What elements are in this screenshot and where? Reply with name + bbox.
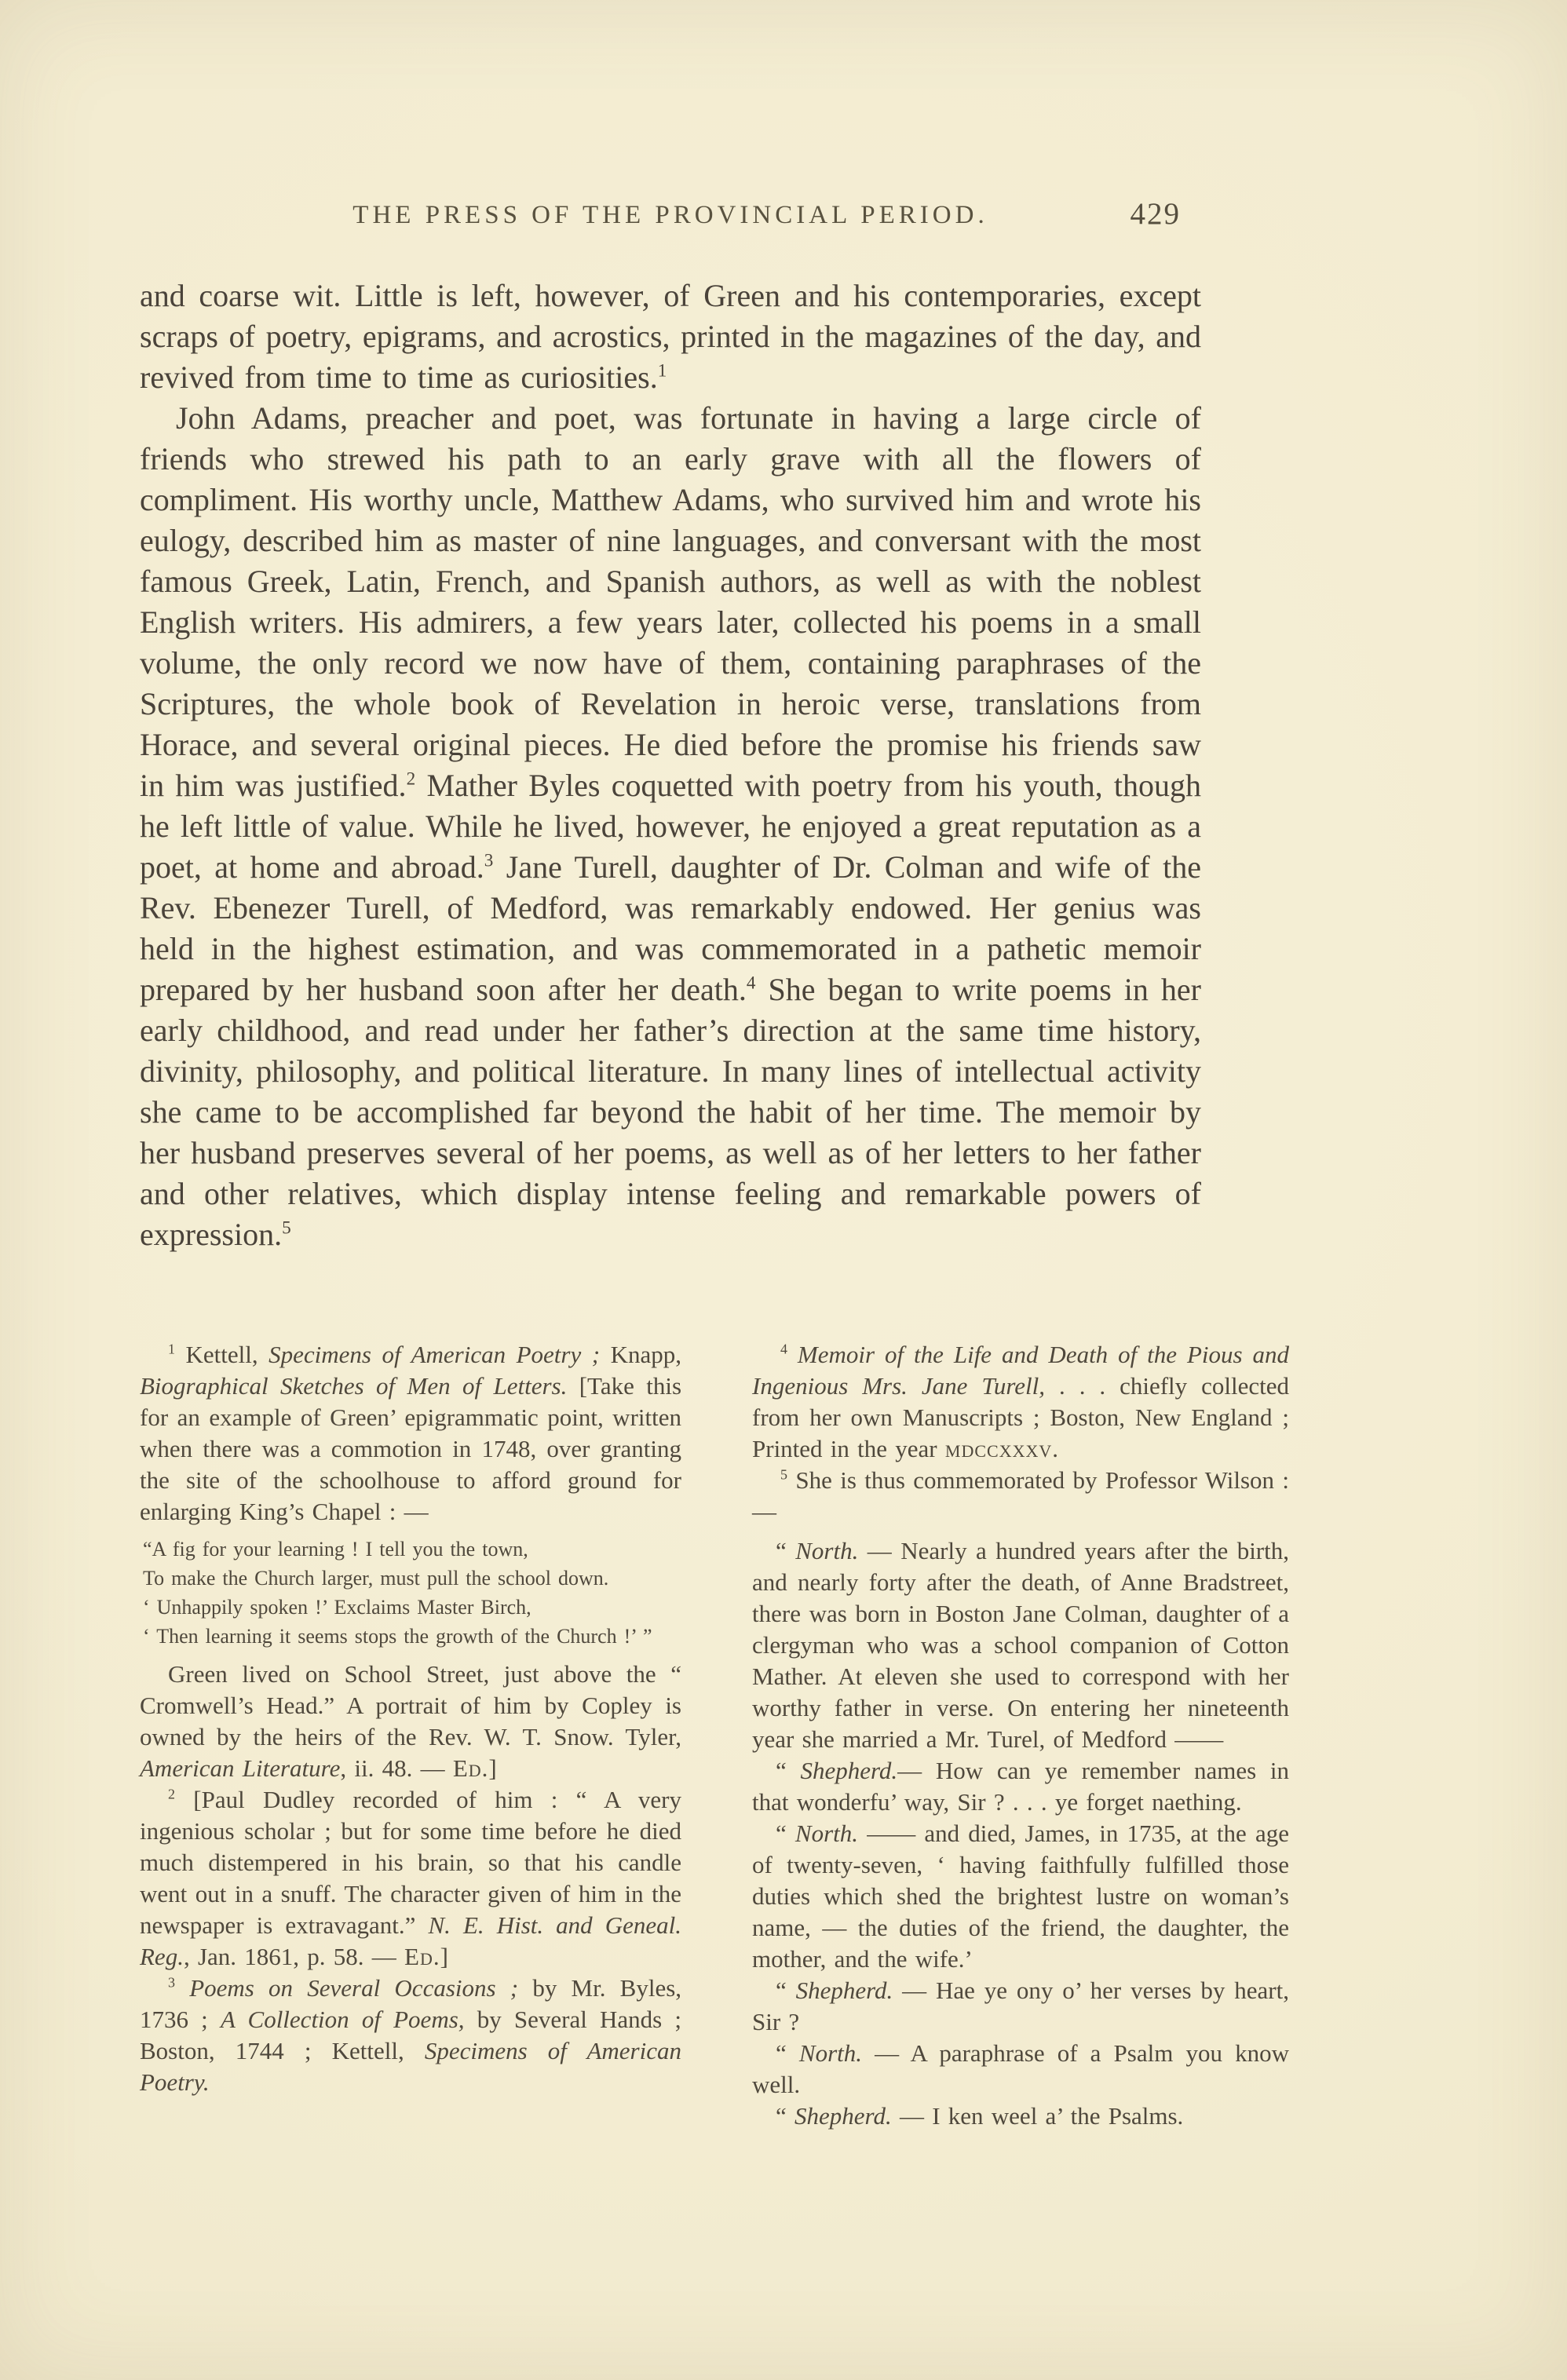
text-segment: Knapp,	[600, 1341, 682, 1368]
text-segment: [Take this for an example of Green’ epigrammatic point, written when there was a commotion in 1748, over granting the site of the schoolhouse to afford ground for enlarging King’s Chapel : —	[140, 1372, 682, 1525]
text-segment: Shepherd.	[800, 1757, 898, 1784]
text-segment	[175, 1974, 189, 2002]
verse-line: ‘ Then learning it seems stops the growth of the Church !’ ”	[143, 1625, 652, 1648]
text-segment: Green lived on School Street, just above the “ Cromwell’s Head.” A portrait of him by Copley is owned by the heirs of the Rev. W. T. Snow. Tyler,	[140, 1660, 681, 1750]
footnote-4	[752, 1339, 1289, 1465]
text-segment	[787, 1341, 798, 1368]
text-segment: John Adams, preacher and poet, was fortunate in having a large circle of friends who strewed his path to an early grave with all the flowers of compliment. His worthy uncle, Matthew Adams, who survived him and wrote his eulogy, described him as master of nine languages, and conversant with the most famous Greek, Latin, French, and Spanish authors, as well as with the noblest English writers. His admirers, a few years later, collected his poems in a small volume, the only record we now have of them, containing paraphrases of the Scriptures, the whole book of Revelation in heroic verse, translations from Horace, and several original pieces. He died before the promise his friends saw in him was justified.	[140, 400, 1201, 803]
text-segment: A Collection of Poems,	[220, 2006, 465, 2033]
footnote-1-verse	[143, 1535, 681, 1651]
footnote-column-left	[140, 1339, 681, 2098]
text-segment: Ed.	[452, 1754, 489, 1782]
text-segment: “	[776, 1820, 795, 1847]
verse-line: “A fig for your learning ! I tell you the town,	[143, 1538, 528, 1561]
text-segment: American Literature	[140, 1754, 341, 1782]
text-segment: North.	[794, 1820, 859, 1847]
text-segment: and coarse wit. Little is left, however, of Green and his contemporaries, except scraps of poetry, epigrams, and acrostics, printed in the magazines of the day, and revived from time to time as curiosities.	[140, 278, 1201, 395]
text-segment: “	[776, 1757, 801, 1784]
text-segment: Memoir of the Life and Death of the Pious and Ingenious Mrs. Jane Turell,	[752, 1341, 1290, 1400]
verse-line: ‘ Unhappily spoken !’ Exclaims Master Birch,	[143, 1596, 531, 1619]
text-segment: by Mr. Byles, 1736 ;	[140, 1974, 682, 2033]
text-segment: She began to write poems in her early childhood, and read under her father’s direction at the same time history, divinity, philosophy, and political literature. In many lines of intellectual activity she came to be accomplished far beyond the habit of her time. The memoir by her husband preserves several of her poems, as well as of her letters to her father and other relatives, which display intense feeling and remarkable powers of expression.	[140, 972, 1201, 1252]
text-segment: Mather Byles coquetted with poetry from his youth, though he left little of value. While he lived, however, he enjoyed a great reputation as a poet, at home and abroad.	[140, 768, 1201, 885]
text-segment: Shepherd.	[795, 1977, 893, 2004]
text-segment: Poems on Several Occasions ;	[189, 1974, 519, 2002]
text-segment: ]	[440, 1943, 448, 1970]
page-number: 429	[1130, 197, 1181, 231]
footnote-2	[140, 1784, 681, 1973]
dialogue-shepherd-3	[752, 2101, 1289, 2132]
text-segment: — How can ye remember names in that wonderfu’ way, Sir ? . . . ye forget naething.	[752, 1757, 1289, 1816]
text-segment: — I ken weel a’ the Psalms.	[891, 2102, 1184, 2130]
text-segment: by Several Hands ; Boston, 1744 ; Kettell,	[140, 2006, 681, 2064]
body-paragraph-1	[140, 276, 1201, 398]
footnote-marker: 2	[406, 768, 416, 790]
footnote-marker: 3	[168, 1974, 175, 1991]
text-segment: Biographical Sketches of Men of Letters.	[140, 1372, 568, 1400]
text-segment: North.	[795, 1537, 859, 1564]
text-segment: [Paul Dudley recorded of him : “ A very ingenious scholar ; but for some time before he died much distempered in his brain, so that his candle went out in a snuff. The character given of him in the newspaper is extravagant.”	[140, 1786, 681, 1939]
text-segment: “	[776, 1537, 796, 1564]
text-segment: Jane Turell, daughter of Dr. Colman and wife of the Rev. Ebenezer Turell, of Medford, was remarkably endowed. Her genius was held in the highest estimation, and was commemorated in a pathetic memoir prepared by her husband soon after her death.	[140, 849, 1202, 1007]
text-segment: . . . chiefly collected from her own Manuscripts ; Boston, New England ; Printed in the year	[752, 1372, 1289, 1462]
footnote-marker: 4	[780, 1341, 787, 1357]
footnote-1-continued	[140, 1659, 681, 1784]
dialogue-shepherd-2	[752, 1975, 1289, 2038]
dialogue-north-3	[752, 2038, 1289, 2101]
running-head-title: THE PRESS OF THE PROVINCIAL PERIOD.	[352, 201, 988, 229]
text-segment: , Jan. 1861, p. 58. —	[183, 1943, 405, 1970]
footnote-1	[140, 1339, 681, 1528]
text-segment: — A paraphrase of a Psalm you know well.	[752, 2039, 1289, 2098]
footnote-marker: 4	[746, 973, 756, 994]
footnote-marker: 1	[657, 360, 667, 381]
text-segment: ]	[488, 1754, 497, 1782]
footnote-3	[140, 1973, 681, 2098]
text-segment: “	[776, 2039, 799, 2067]
text-segment: , ii. 48. —	[340, 1754, 453, 1782]
text-segment: —— and died, James, in 1735, at the age of twenty-seven, ‘ having faithfully fulfilled those duties which shed the brightest lustre on woman’s name, — the duties of the friend, the daughter, the mother, and the wife.’	[752, 1820, 1289, 1973]
footnote-marker: 3	[484, 850, 494, 871]
verse-line: To make the Church larger, must pull the school down.	[143, 1567, 609, 1590]
text-segment: Shepherd.	[794, 2102, 892, 2130]
text-segment: “	[776, 2102, 795, 2130]
running-head	[140, 197, 1201, 243]
text-segment: — Nearly a hundred years after the birth, and nearly forty after the death, of Anne Bradstreet, there was born in Boston Jane Colman, daughter of a clergyman who was a school companion of Cotton Mather. At eleven she used to correspond with her worthy father in verse. On entering her nineteenth year she married a Mr. Turel, of Medford ——	[752, 1537, 1289, 1753]
text-segment: She is thus commemorated by Professor Wilson : —	[752, 1466, 1289, 1525]
text-segment: Specimens of American Poetry ;	[268, 1341, 601, 1368]
dialogue-shepherd-1	[752, 1755, 1289, 1818]
dialogue-north-1	[752, 1535, 1289, 1755]
text-segment: Ed.	[404, 1943, 440, 1970]
text-segment: N. E. Hist. and Geneal. Reg.	[140, 1911, 681, 1970]
footnote-5	[752, 1465, 1289, 1528]
footnote-marker: 1	[168, 1341, 175, 1357]
footnote-marker: 5	[282, 1217, 291, 1239]
text-segment: Specimens of American Poetry.	[140, 2037, 681, 2096]
footnote-marker: 5	[780, 1466, 787, 1483]
footnote-marker: 2	[168, 1786, 175, 1802]
dialogue-north-2	[752, 1818, 1289, 1975]
text-segment: “	[776, 1977, 796, 2004]
text-segment: mdccxxxv.	[944, 1435, 1059, 1462]
body-paragraph-2	[140, 398, 1201, 1255]
main-text-block	[140, 276, 1201, 1255]
text-segment: — Hae ye ony o’ her verses by heart, Sir ?	[752, 1977, 1289, 2035]
text-segment: Kettell,	[174, 1341, 269, 1368]
footnote-column-right	[752, 1339, 1289, 2132]
text-segment: North.	[798, 2039, 862, 2067]
